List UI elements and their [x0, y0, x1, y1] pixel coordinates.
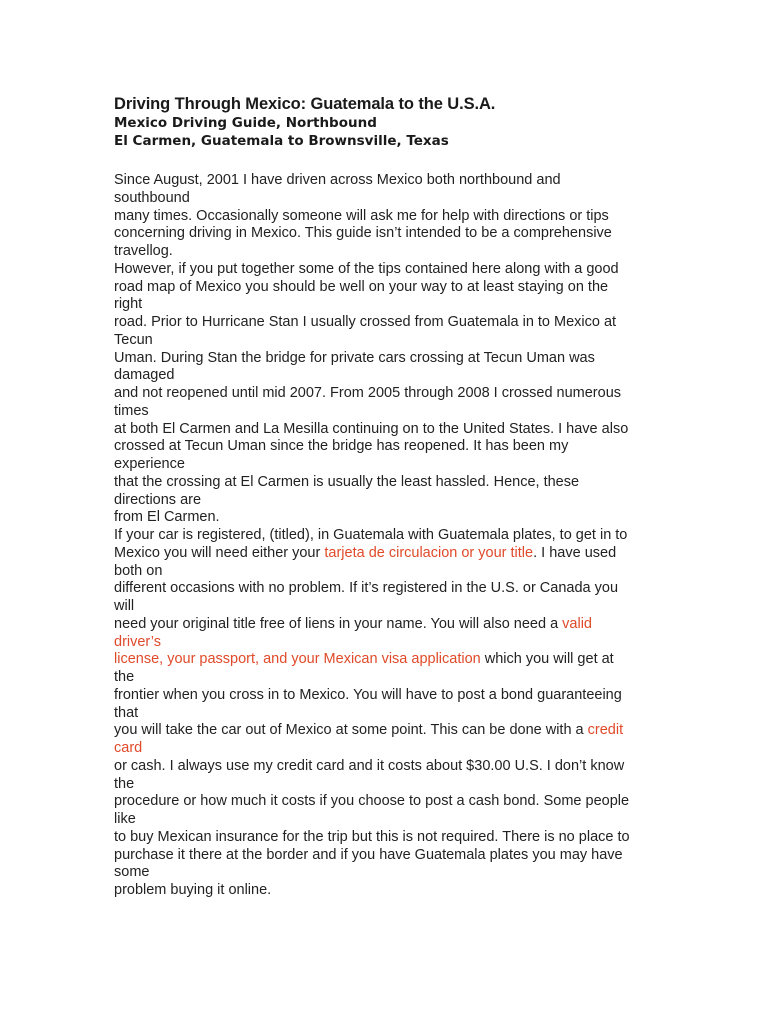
body-line: [114, 722, 654, 740]
body-line: However, if you put together some of the tips contained here along with a good: [114, 260, 619, 277]
body-line: will: [114, 598, 135, 614]
body-line: that: [114, 704, 139, 721]
body-line: from El Carmen.: [114, 509, 220, 526]
body-line: frontier when you cross in to Mexico. You will have to post a bond guaranteeing: [114, 686, 622, 703]
body-line: many times. Occasionally someone will ask me for help with directions or tips: [114, 207, 609, 224]
body-line: road. Prior to Hurricane Stan I usually crossed from Guatemala in to Mexico at: [114, 314, 617, 330]
body-line: procedure or how much it costs if you choose to post a cash bond. Some people: [114, 793, 630, 810]
body-line: right: [114, 296, 143, 313]
highlighted-text: valid: [562, 615, 592, 632]
body-line: some: [114, 864, 150, 881]
body-text-run: Mexico you will need either your: [114, 544, 325, 561]
document-page: [114, 94, 654, 900]
body-line: times: [114, 402, 149, 419]
body-line: Since August, 2001 I have driven across Mexico both northbound and: [114, 172, 561, 188]
body-line: [114, 616, 654, 634]
body-line: [114, 634, 654, 652]
body-line: that the crossing at El Carmen is usually the least hassled. Hence, these: [114, 473, 580, 490]
body-line: both on: [114, 562, 163, 579]
highlighted-text: license, your passport, and your Mexican visa application: [114, 651, 481, 668]
body-line: purchase it there at the border and if you have Guatemala plates you may have: [114, 846, 623, 863]
document-subtitle-route: El Carmen, Guatemala to Brownsville, Texas: [114, 133, 449, 149]
body-line: like: [114, 811, 136, 827]
body-line: the: [114, 775, 135, 792]
body-line: travellog.: [114, 243, 173, 259]
body-text-run: need your original title free of liens in your name. You will also need a: [114, 615, 563, 632]
body-line: [114, 545, 654, 563]
body-text-run: which you will get at: [480, 651, 614, 668]
body-line: crossed at Tecun Uman since the bridge has reopened. It has been my: [114, 438, 569, 455]
body-line: If your car is registered, (titled), in Guatemala with Guatemala plates, to get in to: [114, 527, 628, 543]
body-text-run: . I have used: [533, 544, 617, 561]
body-line: [114, 651, 654, 669]
document-subtitle-guide: Mexico Driving Guide, Northbound: [114, 115, 377, 131]
body-line: Uman. During Stan the bridge for private cars crossing at Tecun Uman was: [114, 349, 595, 366]
highlighted-text: tarjeta de circulacion or your title: [324, 544, 534, 561]
body-line: and not reopened until mid 2007. From 2005 through 2008 I crossed numerous: [114, 385, 622, 401]
body-line: [114, 740, 654, 758]
body-line: road map of Mexico you should be well on your way to at least staying on the: [114, 278, 609, 295]
body-line: southbound: [114, 189, 190, 206]
body-line: directions are: [114, 491, 202, 508]
body-line: different occasions with no problem. If it’s registered in the U.S. or Canada you: [114, 580, 619, 597]
highlighted-text: credit: [587, 722, 624, 739]
body-line: at both El Carmen and La Mesilla continuing on to the United States. I have also: [114, 420, 629, 437]
body-line: the: [114, 669, 135, 685]
body-line: concerning driving in Mexico. This guide isn’t intended to be a comprehensive: [114, 225, 612, 242]
body-line: damaged: [114, 367, 175, 384]
document-body: [114, 172, 654, 900]
highlighted-text: card: [114, 740, 143, 756]
body-line: problem buying it online.: [114, 882, 272, 898]
document-title: Driving Through Mexico: Guatemala to the U.S.A.: [114, 95, 496, 113]
body-line: to buy Mexican insurance for the trip but this is not required. There is no place to: [114, 828, 630, 845]
highlighted-text: driver’s: [114, 633, 162, 650]
body-line: or cash. I always use my credit card and it costs about $30.00 U.S. I don’t know: [114, 757, 625, 774]
body-line: Tecun: [114, 331, 153, 348]
body-line: experience: [114, 456, 185, 472]
body-text-run: you will take the car out of Mexico at some point. This can be done with a: [114, 722, 588, 739]
